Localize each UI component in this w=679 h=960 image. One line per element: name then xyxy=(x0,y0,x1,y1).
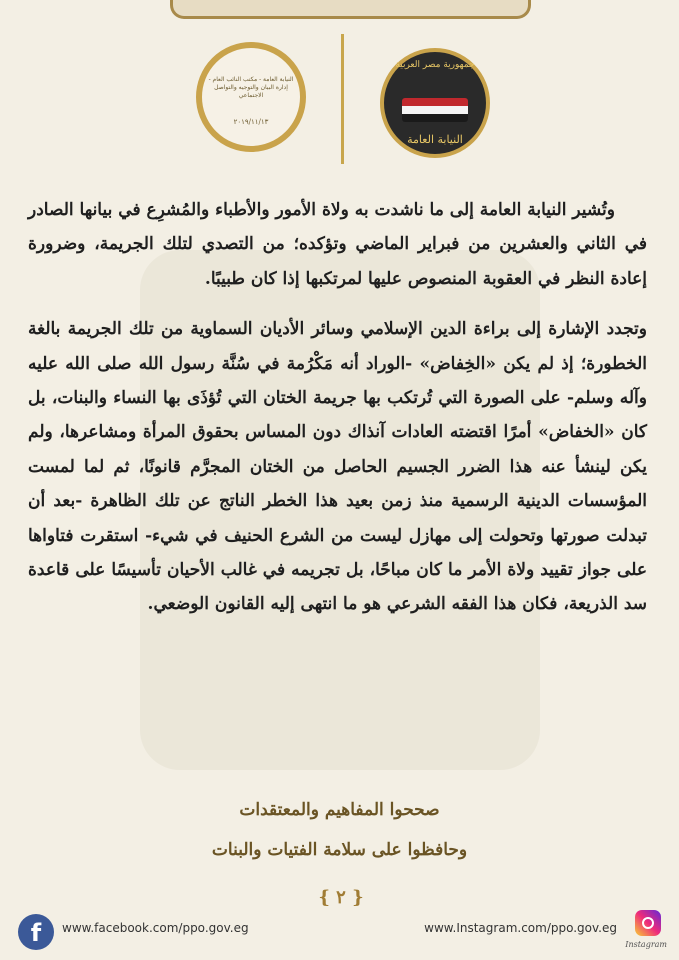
header xyxy=(0,28,679,168)
media-office-logo xyxy=(196,42,306,152)
seal-top-text: جمهورية مصر العربية xyxy=(395,60,475,70)
statement-body xyxy=(28,193,647,638)
seal-bottom-text: النيابة العامة xyxy=(407,133,463,146)
closing-slogan xyxy=(0,790,679,870)
instagram-link[interactable]: www.Instagram.com/ppo.gov.eg xyxy=(424,921,617,935)
facebook-link[interactable]: www.facebook.com/ppo.gov.eg xyxy=(62,921,249,935)
instagram-label: Instagram xyxy=(625,940,667,949)
flag-stripes xyxy=(402,98,468,122)
closing-line-1: صححوا المفاهيم والمعتقدات xyxy=(239,800,440,820)
page-number: { ٢ } xyxy=(318,887,364,908)
paragraph-2: وتجدد الإشارة إلى براءة الدين الإسلامي وسائر الأديان السماوية من تلك الجريمة بالغة الخطورة؛ إذ لم يكن «الخِفاض» -الوراد أنه مَكْرُمة في سُنَّة رسول الله صلى الله عليه وآله وسلم- على الصورة التي تُرتكب بها جريمة الختان التي تُؤذَى بها النساء والبنات، بل كان «الخفاض» أمرًا اقتضته العادات آنذاك دون المساس بحقوق المرأة ومشاعرها، ولم يكن لينشأ عنه هذا الضرر الجسيم الحاصل من الختان المجرَّم قانونًا، ثم لما لمست المؤسسات الدينية الرسمية منذ زمن بعيد هذا الخطر الناتج عن تلك الظاهرة -بعد أن تبدلت صورتها وتحولت إلى مهازل ليست من الشرع الحنيف في شيء- استقرت فتاواها على جواز تقييد ولاة الأمر ما كان مباحًا، بل تجريمه في غالب الأحيان تأسيسًا على قاعدة سد الذريعة، فكان هذا الفقه الشرعي هو ما انتهى إليه القانون الوضعي. xyxy=(28,319,647,615)
public-prosecution-seal xyxy=(380,48,490,158)
closing-line-2: وحافظوا على سلامة الفتيات والبنات xyxy=(211,840,468,860)
footer xyxy=(0,900,679,960)
header-divider xyxy=(341,34,344,164)
instagram-icon[interactable] xyxy=(635,910,661,936)
paragraph-1: وتُشير النيابة العامة إلى ما ناشدت به ولاة الأمور والأطباء والمُشرِع في بيانها الصادر في الثاني والعشرين من فبراير الماضي وتؤكده؛ من التصدي لتلك الجريمة، وضرورة إعادة النظر في العقوبة المنصوص عليها لمرتكبها إذا كان طبيبًا. xyxy=(28,200,647,289)
facebook-icon[interactable]: f xyxy=(18,914,54,950)
media-office-logo-text: النيابة العامة - مكتب النائب العام - إدارة البيان والتوجيه والتواصل الاجتماعي xyxy=(208,76,294,99)
top-decorative-tab xyxy=(170,0,531,19)
media-office-logo-date: ٢٠١٩/١١/١٣ xyxy=(233,118,269,126)
